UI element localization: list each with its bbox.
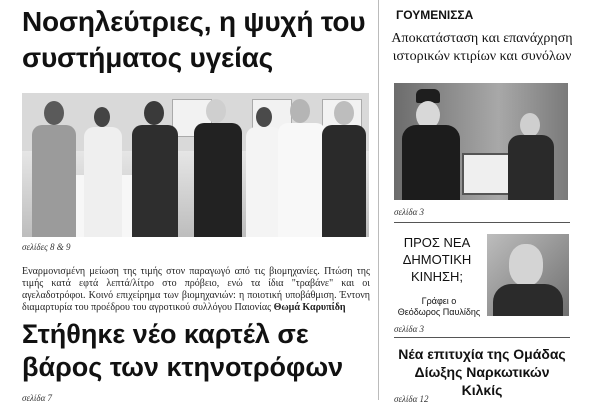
callout-page-ref: σελίδα 3 [394, 324, 425, 334]
byline-name: Θεόδωρος Παυλίδης [397, 307, 481, 317]
second-page-ref: σελίδα 7 [22, 393, 53, 403]
byline-prefix: Γράφει ο [421, 296, 457, 306]
column-divider [378, 0, 379, 400]
main-headline: Νοσηλεύτριες, η ψυχή του συστήματος υγείας [22, 6, 366, 73]
author-portrait [487, 234, 569, 316]
sidebar-bottom-headline: Νέα επιτυχία της Ομάδας Δίωξης Ναρκωτικών Κιλκίς [398, 346, 566, 398]
callout-title: ΠΡΟΣ ΝΕΑ ΔΗΜΟΤΙΚΗ ΚΙΝΗΣΗ; [402, 235, 472, 284]
sidebar-top-page-ref: σελίδα 3 [394, 207, 425, 217]
article-body [22, 266, 370, 314]
sidebar-bottom-page-ref: σελίδα 12 [394, 394, 429, 404]
article-text: Εναρμονισμένη μείωση της τιμής στον παραγωγό από τις βιομηχανίες. Πτώση της τιμής κατά εφτά λεπτά/λίτρο στο πρόβειο, ενώ τα ίδια "τραβάνε" και οι αγελαδοτρόφοι. Κοινό επιχείρημα των βιομηχανιών: η ποιοτική υποβάθμιση. Έντονη διαμαρτυρία του προέδρου του αγροτικού συλλόγου Παιονίας [22, 266, 370, 313]
sidebar-top-headline: Αποκατάσταση και επανάχρηση ιστορικών κτιρίων και συνόλων [391, 31, 573, 64]
section-label: ΓΟΥΜΕΝΙΣΣΑ [396, 8, 474, 22]
sidebar-divider-2 [394, 337, 570, 338]
photo-page-ref: σελίδες 8 & 9 [22, 242, 71, 252]
ceremony-photo [394, 83, 568, 200]
nurses-group-photo [22, 93, 369, 237]
second-headline: Στήθηκε νέο καρτέλ σε βάρος των κτηνοτρόφων [22, 319, 344, 382]
article-author: Θωμά Καρυπίδη [273, 302, 346, 313]
sidebar-divider [394, 222, 570, 223]
